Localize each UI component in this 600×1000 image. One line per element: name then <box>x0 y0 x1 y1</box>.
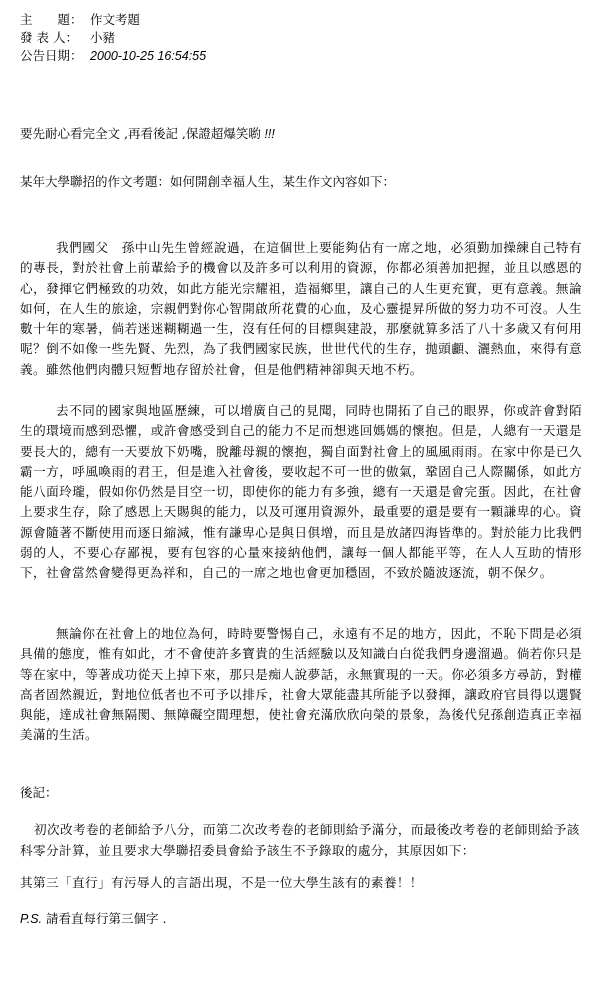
subject-value: 作文考題 <box>90 12 141 27</box>
poster-label: 發 表 人： <box>20 30 78 45</box>
ps-text: 請看直每行第三個字 . <box>42 911 167 926</box>
topic-line: 某年大學聯招的作文考題：如何開創幸福人生，某生作文內容如下： <box>20 174 396 189</box>
essay-paragraph-1: 我們國父 孫中山先生曾經說過，在這個世上要能夠佔有一席之地，必須勤加操練自己特有的專長，對於社會上前輩給予的機會以及許多可以利用的資源，你都必須善加把握，並且以感恩的心，發揮它們極致的功效，如此方能光宗耀祖，造福鄉里，讓自己的人生更充實，更有意義。無論如何，在人生的旅途，宗親們對你心智開啟所花費的心血，及心靈提昇所做的努力功不可沒。人生數十年的寒暑，倘若迷迷糊糊過一生，沒有任何的目標與建設，那麼就算多活了八十多歲又有何用呢？倒不如像一些先賢、先烈，為了我們國家民族，世世代代的生存，拋頭顱、灑熱血，來得有意義。雖然他們肉體只短暫地存留於社會，但是他們精神卻與天地不朽。 <box>20 240 582 377</box>
subject-row <box>20 10 580 29</box>
postscript-explanation: 初次改考卷的老師給予八分，而第二次改考卷的老師則給予滿分，而最後改考卷的老師則給予該科零分計算，並且要求大學聯招委員會給予該生不予錄取的處分，其原因如下： <box>20 822 580 858</box>
date-row <box>20 46 580 66</box>
intro-text: 要先耐心看完全文 ,再看後記 ,保證超爆笑喲 <box>20 126 261 141</box>
ps-prefix: P.S. <box>20 912 43 926</box>
intro-exclamation: !!! <box>260 127 275 141</box>
essay-paragraph-3: 無論你在社會上的地位為何，時時要警惕自己，永遠有不足的地方，因此，不恥下問是必須具備的態度，惟有如此，才不會使許多寶貴的生活經驗以及知識白白從我們身邊溜過。倘若你只是等在家中，等著成功從天上掉下來，那只是痴人說夢話，永無實現的一天。你必須多方尋訪，對權高者固然親近，對地位低者也不可予以排斥，社會大眾能盡其所能予以發揮，讓政府官員得以選賢與能，達成社會無隔閡、無障礙空間理想，使社會充滿欣欣向榮的景象，為後代兒孫創造真正幸福美滿的生活。 <box>20 626 582 743</box>
date-value: 2000-10-25 16:54:55 <box>90 49 207 63</box>
poster-value: 小豬 <box>90 30 116 45</box>
subject-label: 主 題： <box>20 12 83 27</box>
postscript-heading: 後記： <box>20 785 58 800</box>
postscript-reason: 其第三「直行」有污辱人的言語出現，不是一位大學生該有的素養！！ <box>20 875 423 890</box>
ps-line <box>20 910 580 928</box>
poster-row <box>20 28 580 47</box>
intro-line <box>20 125 585 143</box>
date-label: 公告日期： <box>20 48 83 63</box>
essay-paragraph-2: 去不同的國家與地區歷練，可以增廣自己的見聞，同時也開拓了自己的眼界，你或許會對陌生的環境而感到恐懼，或許會感受到自己的能力不足而想逃回媽媽的懷抱。但是，人總有一天還是要長大的，總有一天要放下奶嘴，脫離母親的懷抱，獨自面對社會上的風風雨雨。在家中你是已久霸一方，呼風喚雨的君王，但是進入社會後，要收起不可一世的傲氣，鞏固自己人際關係，如此方能八面玲瓏，假如你仍然是目空一切，即使你的能力有多強，總有一天還是會完蛋。因此，在社會上要求生存，除了感恩上天賜與的能力，以及可運用資源外，最重要的還是要有一顆謙卑的心。資源會隨著不斷使用而逐日縮減，惟有謙卑心是與日俱增，而且是放諸四海皆準的。對於能力比我們弱的人，不要心存鄙視，要有包容的心量來接納他們，讓每一個人都能平等，在人人互助的情形下，社會當然會變得更為祥和，自己的一席之地也會更加穩固，不致於隨波逐流，朝不保夕。 <box>20 403 582 581</box>
